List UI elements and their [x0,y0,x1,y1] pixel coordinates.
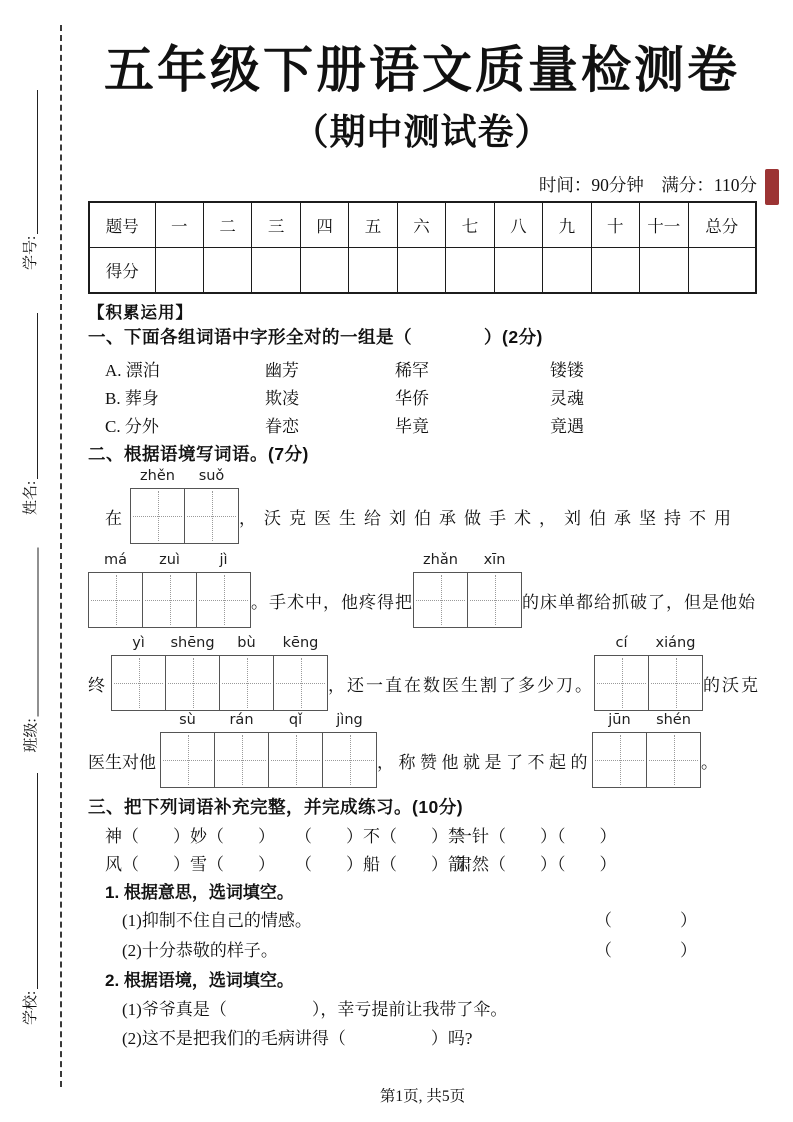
word-blank: （ ）船（ ）箭 [295,855,465,874]
char-box [184,468,239,544]
word-blank: 肃然（ ）（ ） [455,855,617,874]
item-text: (2)十分恭敬的样子。 [122,941,278,960]
option-row-a [105,356,745,380]
time-score-info: 时间：90分钟 满分：110分 [538,175,757,195]
score-table-score-row [89,248,756,294]
option-cell: B. 葬身 [105,389,159,408]
sub1-item-1 [0,906,793,930]
score-cell-empty [300,248,348,294]
writing-boxes [130,468,239,544]
char-box [214,712,269,788]
row-text: 的沃克 [703,675,760,695]
seal-field-class [17,548,43,753]
score-table-header-row [89,202,756,248]
word-blank: 神（ ）妙（ ） [105,827,275,846]
row-text: ，还一直在数医生割了多少刀。 [328,675,594,695]
score-header-cell: 题号 [89,202,155,248]
score-cell-empty [155,248,203,294]
option-cell: 镂镂 [550,361,584,380]
question-1-heading: 一、下面各组词语中字形全对的一组是（ ）(2分) [88,327,543,347]
char-box [196,552,251,628]
writing-boxes [88,552,251,628]
option-cell: 欺凌 [265,389,299,408]
score-header-cell: 总分 [688,202,756,248]
char-box [594,635,649,711]
question-2-heading: 二、根据语境写词语。(7分) [88,444,309,464]
word-blank: 一针（ ）（ ） [455,827,617,846]
fill-in-row-3 [88,635,760,711]
score-cell-empty [543,248,591,294]
row-text: 。 [701,752,718,772]
score-header-cell: 四 [300,202,348,248]
answer-blank: （ ） [595,911,697,930]
score-cell-empty [688,248,756,294]
word-blank: 风（ ）雪（ ） [105,855,275,874]
page-number: 第1页, 共5页 [379,1088,466,1105]
char-box [130,468,185,544]
score-header-cell: 三 [252,202,300,248]
score-cell-empty [446,248,494,294]
pinyin-label: shén [656,712,691,728]
pinyin-label: bù [237,635,256,651]
char-box [413,552,468,628]
writing-boxes [592,712,701,788]
char-box [165,635,220,711]
word-completion-row [105,850,757,874]
pinyin-label: jì [219,552,228,568]
char-box [646,712,701,788]
row-text: 在 [105,508,122,528]
score-header-cell: 八 [494,202,542,248]
pinyin-label: xīn [483,552,506,568]
row-text: ，称赞他就是了不起的 [377,752,592,772]
char-box [592,712,647,788]
pinyin-label: zuì [159,552,180,568]
score-cell-empty [349,248,397,294]
char-box [88,552,143,628]
pinyin-label: má [103,552,127,568]
word-completion-row [105,822,757,846]
char-box [273,635,328,711]
score-header-cell: 七 [446,202,494,248]
class-blank-line [38,548,39,717]
option-cell: 毕竟 [395,417,429,436]
fill-in-row-1 [105,468,739,544]
pinyin-label: jìng [336,712,363,728]
pinyin-label: sù [179,712,196,728]
score-cell-empty [252,248,300,294]
seal-field-school [16,773,42,1025]
seal-field-student-id [16,90,42,270]
score-header-cell: 六 [397,202,445,248]
pinyin-label: shēng [170,635,215,651]
seal-field-name [16,313,42,515]
pinyin-label: zhǎn [423,552,458,568]
row-text: 医生对他 [88,752,156,772]
name-blank-line [37,313,38,479]
option-cell: 稀罕 [395,361,429,380]
pinyin-label: suǒ [198,468,225,484]
score-header-cell: 二 [203,202,251,248]
writing-boxes [160,712,377,788]
sub1-item-2 [0,936,793,960]
score-header-cell: 十一 [640,202,688,248]
page-title: 五年级下册语文质量检测卷 [104,42,740,98]
score-cell-empty [640,248,688,294]
fill-in-row-4 [88,712,718,788]
char-box [160,712,215,788]
score-row-label: 得分 [89,248,155,294]
name-label: 姓名: [23,480,39,515]
option-cell: C. 分外 [105,417,159,436]
sub2-item-1: (1)爷爷真是（ ），幸亏提前让我带了伞。 [122,1000,508,1019]
option-row-c [105,412,745,436]
score-header-cell: 九 [543,202,591,248]
option-row-b [105,384,745,408]
score-header-cell: 一 [155,202,203,248]
option-cell: A. 漂泊 [105,361,160,380]
score-cell-empty [494,248,542,294]
pinyin-label: yì [132,635,145,651]
option-cell: 眷恋 [265,417,299,436]
sub-question-1-heading: 1. 根据意思，选词填空。 [105,883,294,902]
score-cell-empty [591,248,639,294]
section-tag: 【积累运用】 [88,303,193,322]
pinyin-label: kēng [282,635,319,651]
score-cell-empty [397,248,445,294]
writing-boxes [111,635,328,711]
student-id-blank-line [37,90,38,234]
option-cell: 竟遇 [550,417,584,436]
row-text: 的床单都给抓破了，但是他始 [522,592,756,612]
pinyin-label: jūn [608,712,631,728]
char-box [268,712,323,788]
red-bookmark-tab [765,169,779,205]
sub-question-2-heading: 2. 根据语境，选词填空。 [105,971,294,990]
char-box [111,635,166,711]
writing-boxes [413,552,522,628]
row-text: ，沃克医生给刘伯承做手术，刘伯承坚持不用 [239,508,739,528]
score-table [88,201,757,294]
fill-in-row-2 [88,552,756,628]
option-cell: 灵魂 [550,389,584,408]
item-text: (1)抑制不住自己的情感。 [122,911,312,930]
answer-blank: （ ） [595,941,697,960]
row-text: 。手术中，他疼得把 [251,592,413,612]
pinyin-label: qǐ [288,712,303,728]
pinyin-label: xiáng [655,635,696,651]
row-text: 终 [88,675,105,695]
char-box [648,635,703,711]
char-box [219,635,274,711]
score-header-cell: 五 [349,202,397,248]
page-subtitle: （期中测试卷） [292,112,552,152]
pinyin-label: cí [615,635,628,651]
pinyin-label: zhěn [140,468,175,484]
class-label: 班级: [23,718,40,753]
char-box [467,552,522,628]
school-label: 学校: [23,990,39,1025]
word-blank: （ ）不（ ）禁 [295,827,465,846]
score-cell-empty [203,248,251,294]
char-box [142,552,197,628]
question-3-heading: 三、把下列词语补充完整，并完成练习。(10分) [88,797,464,817]
score-header-cell: 十 [591,202,639,248]
option-cell: 幽芳 [265,361,299,380]
student-id-label: 学号: [23,235,39,270]
sub2-item-2: (2)这不是把我们的毛病讲得（ ）吗? [122,1029,473,1048]
option-cell: 华侨 [395,389,429,408]
char-box [322,712,377,788]
pinyin-label: rán [229,712,254,728]
writing-boxes [594,635,703,711]
